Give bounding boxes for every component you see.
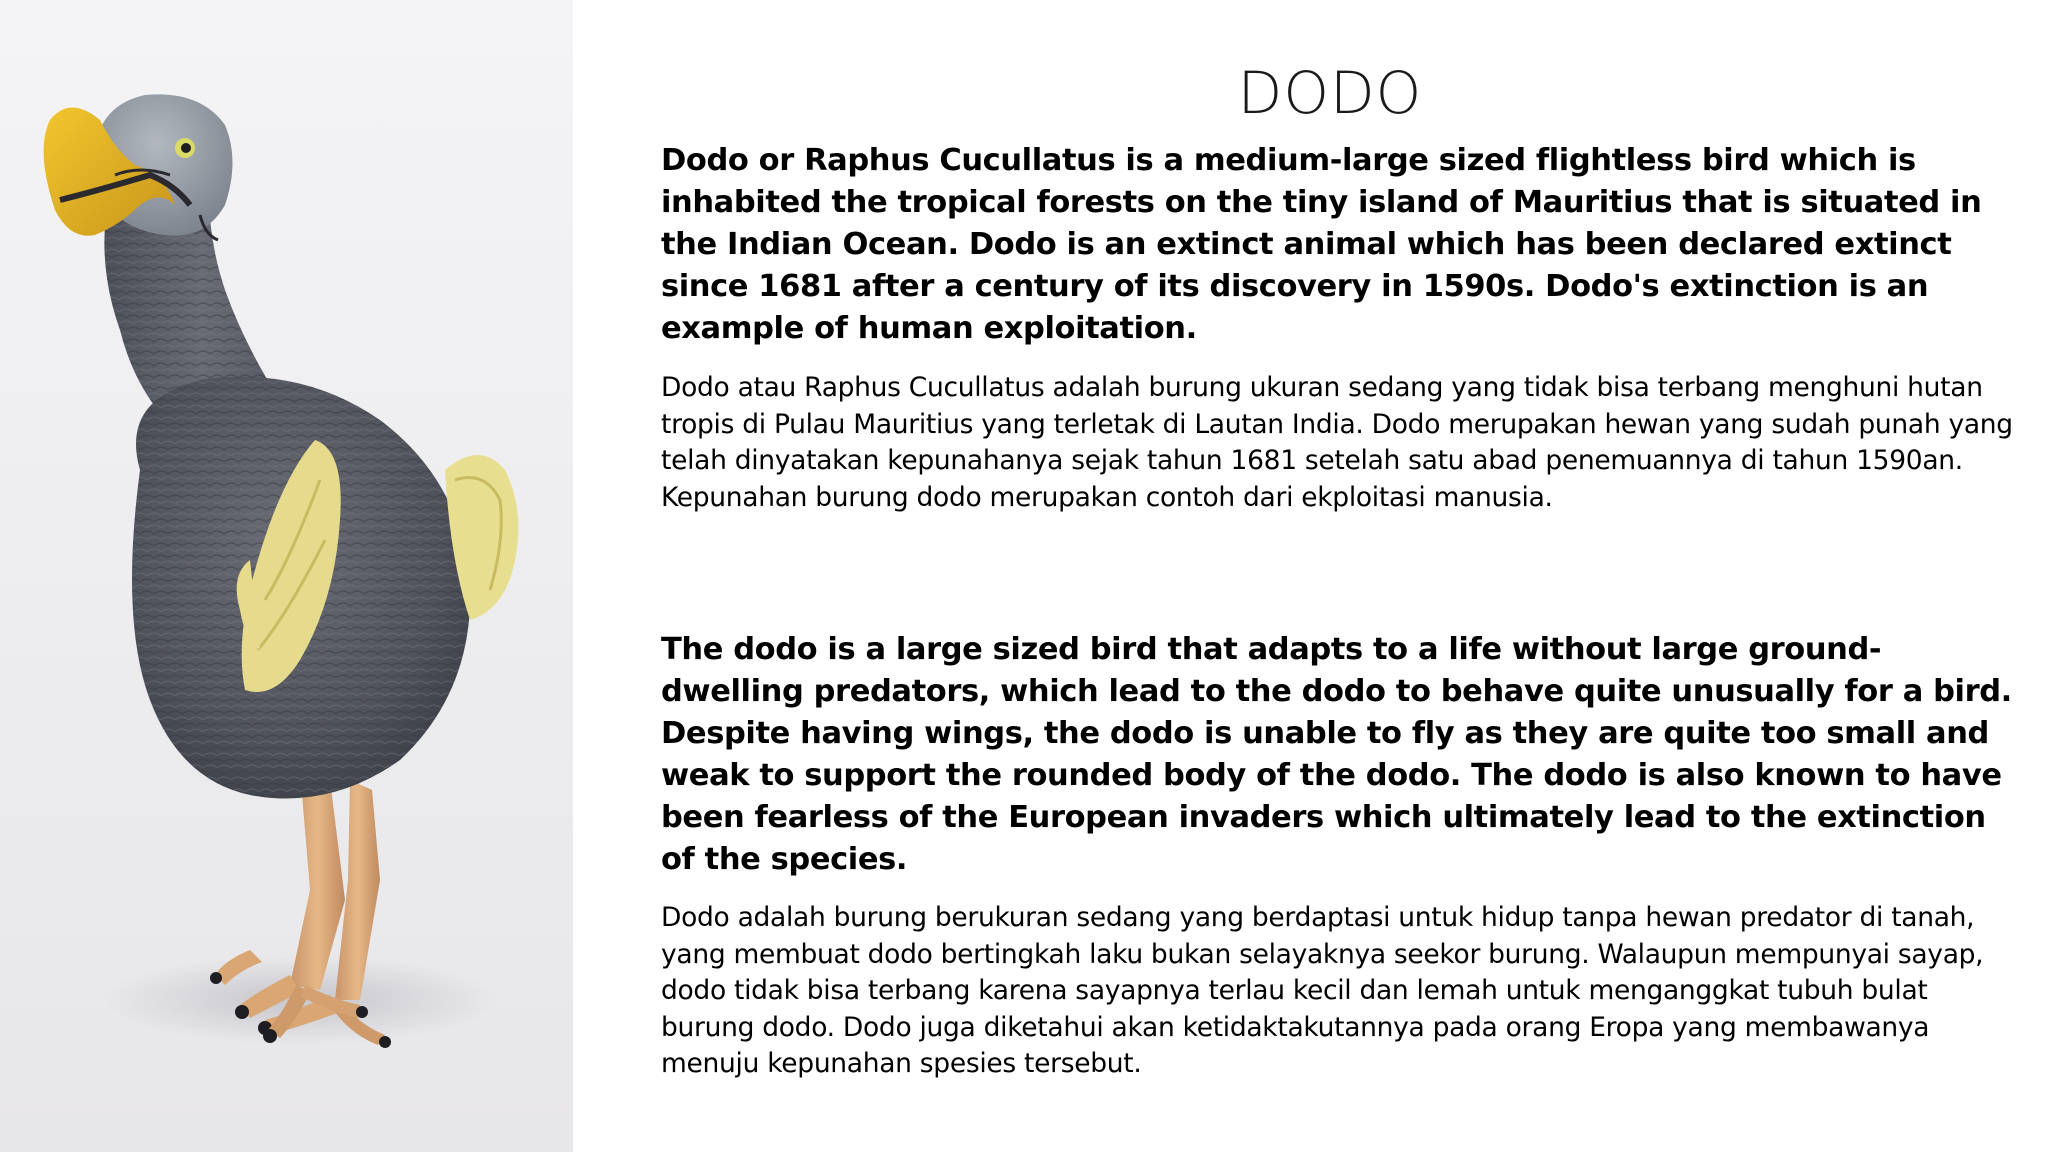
- english-intro-paragraph: Dodo or Raphus Cucullatus is a medium-large sized flightless bird which is inhabited the tropical forests on the tiny island of Mauritius that is situated in the Indian Ocean. Dodo is an extinct animal which has been declared extinct since 1681 after a century of its discovery in 1590s. Dodo's extinction is an example of human exploitation.: [661, 143, 1982, 346]
- indonesian-behavior-paragraph: Dodo adalah burung berukuran sedang yang berdaptasi untuk hidup tanpa hewan predator di tanah, yang membuat dodo bertingkah laku bukan selayaknya seekor burung. Walaupun mempunyai sayap, dodo tidak bisa terbang karena sayapnya terlau kecil dan lemah untuk menganggkat tubuh bulat burung dodo. Dodo juga diketahui akan ketidaktakutannya pada orang Eropa yang membawanya menuju kepunahan spesies tersebut.: [661, 902, 1984, 1079]
- slide-title: DODO: [1237, 59, 1423, 127]
- dodo-illustration: [0, 0, 573, 1152]
- indonesian-intro-paragraph: Dodo atau Raphus Cucullatus adalah burung ukuran sedang yang tidak bisa terbang menghuni hutan tropis di Pulau Mauritius yang terletak di Lautan India. Dodo merupakan hewan yang sudah punah yang telah dinyatakan kepunahanya sejak tahun 1681 setelah satu abad penemuannya di tahun 1590an. Kepunahan burung dodo merupakan contoh dari ekploitasi manusia.: [661, 372, 2013, 513]
- dodo-photo: [0, 0, 573, 1152]
- english-behavior-paragraph: The dodo is a large sized bird that adapts to a life without large ground-dwelling predators, which lead to the dodo to behave quite unusually for a bird. Despite having wings, the dodo is unable to fly as they are quite too small and weak to support the rounded body of the dodo. The dodo is also known to have been fearless of the European invaders which ultimately lead to the extinction of the species.: [661, 632, 2012, 877]
